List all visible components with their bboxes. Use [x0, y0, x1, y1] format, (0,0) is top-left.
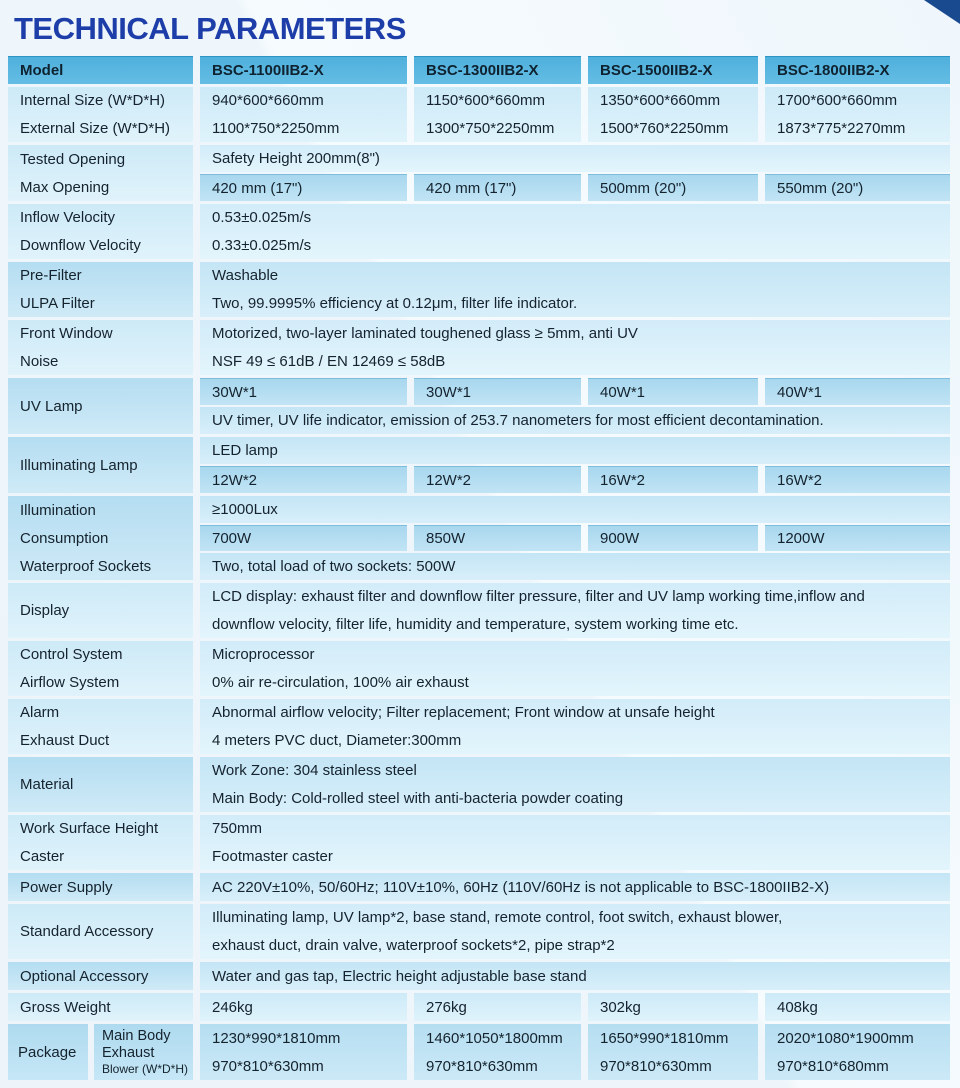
value-cell: [588, 993, 758, 1021]
row-label: Standard Accessory: [20, 923, 154, 940]
value-text: 940*600*660mm: [212, 92, 324, 110]
header-model-text: BSC-1100IIB2-X: [212, 62, 324, 79]
row-label-cell: [8, 993, 193, 1021]
value-text: ≥1000Lux: [212, 500, 278, 518]
value-text: 420 mm (17"): [426, 179, 517, 197]
value-cell: [200, 87, 407, 142]
row-label-cell: [8, 204, 193, 259]
value-text: downflow velocity, filter life, humidity and temperature, system working time etc.: [212, 615, 739, 633]
value-text: 1873*775*2270mm: [777, 119, 906, 137]
value-text: Washable: [212, 267, 279, 285]
group-values: [200, 378, 950, 434]
row-label-cell: [8, 641, 193, 696]
table-group: [8, 962, 950, 990]
value-text: 970*810*630mm: [600, 1057, 712, 1075]
value-row-span: [200, 815, 950, 870]
value-cells-row: [200, 378, 950, 405]
header-model-text: BSC-1500IIB2-X: [600, 62, 713, 79]
value-text: Footmaster caster: [212, 847, 333, 865]
value-text: 12W*2: [212, 471, 258, 489]
value-cell: [200, 466, 407, 493]
group-values: [200, 496, 950, 580]
row-label: UV Lamp: [20, 397, 83, 415]
row-label: Pre-Filter: [20, 267, 82, 285]
value-text: Illuminating lamp, UV lamp*2, base stand, remote control, foot switch, exhaust blower,: [212, 909, 783, 927]
value-text: 40W*1: [777, 383, 823, 401]
row-label-cell: [8, 320, 193, 375]
row-label: Waterproof Sockets: [20, 557, 152, 575]
value-cell: [414, 466, 581, 493]
value-text: Microprocessor: [212, 646, 315, 664]
table-group: [8, 699, 950, 754]
row-label-cell: [8, 962, 193, 990]
value-cell: [588, 466, 758, 493]
value-cell: [200, 525, 407, 552]
value-text: LCD display: exhaust filter and downflow filter pressure, filter and UV lamp working time,inflow and: [212, 588, 865, 606]
value-cells-row: [200, 993, 950, 1021]
value-cell: [414, 378, 581, 405]
value-text: 1230*990*1810mm: [212, 1029, 341, 1047]
value-text: 30W*1: [426, 383, 472, 401]
row-label: Downflow Velocity: [20, 236, 141, 254]
value-text: 970*810*630mm: [212, 1057, 324, 1075]
value-text: 1700*600*660mm: [777, 92, 898, 110]
value-cell: [200, 1024, 407, 1080]
group-values: [200, 204, 950, 259]
value-text: Water and gas tap, Electric height adjustable base stand: [212, 967, 587, 985]
value-text: 30W*1: [212, 383, 258, 401]
row-label-cell: [8, 583, 193, 638]
row-label: Package: [18, 1043, 77, 1061]
row-label-cell: [8, 873, 193, 901]
value-cells-row: [200, 525, 950, 552]
group-values: [200, 583, 950, 638]
value-row-span: [200, 583, 950, 638]
value-cell: [414, 525, 581, 552]
value-text: Work Zone: 304 stainless steel: [212, 762, 417, 780]
row-label-cell: [8, 757, 193, 812]
value-text: 1200W: [777, 530, 825, 547]
value-row-span: [200, 262, 950, 317]
row-label: Control System: [20, 646, 123, 664]
value-row-span: [200, 904, 950, 959]
value-text: 1350*600*660mm: [600, 92, 721, 110]
table-group: [8, 815, 950, 870]
value-text: 2020*1080*1900mm: [777, 1029, 914, 1047]
value-text: 1150*600*660mm: [426, 92, 545, 110]
value-cell: [765, 378, 950, 405]
value-text: Abnormal airflow velocity; Filter replacement; Front window at unsafe height: [212, 704, 715, 722]
value-row-span: [200, 962, 950, 990]
value-row-span: [200, 437, 950, 464]
value-cells-row: [200, 1024, 950, 1080]
row-label: Work Surface Height: [20, 820, 159, 838]
value-text: 16W*2: [777, 471, 823, 489]
value-cell: [200, 993, 407, 1021]
value-text: 0.33±0.025m/s: [212, 236, 312, 254]
value-text: UV timer, UV life indicator, emission of 253.7 nanometers for most efficient decontamination.: [212, 412, 824, 429]
row-label: Internal Size (W*D*H): [20, 92, 166, 110]
row-label: Illuminating Lamp: [20, 456, 138, 474]
value-cell: [588, 174, 758, 201]
value-cells-row: [200, 87, 950, 142]
value-text: AC 220V±10%, 50/60Hz; 110V±10%, 60Hz (110V/60Hz is not applicable to BSC-1800IIB2-X): [212, 878, 830, 896]
technical-parameters-table: [8, 56, 950, 1080]
value-text: 302kg: [600, 998, 641, 1016]
row-label: Gross Weight: [20, 998, 111, 1016]
table-group: [8, 757, 950, 812]
row-label-cell: [8, 699, 193, 754]
group-values: [200, 962, 950, 990]
row-label-cell: [8, 145, 193, 201]
table-group: [8, 378, 950, 434]
value-row-span: [200, 873, 950, 901]
value-row-span: [200, 320, 950, 375]
row-label: Optional Accessory: [20, 967, 149, 985]
row-label: Alarm: [20, 704, 60, 722]
group-values: [200, 815, 950, 870]
value-cell: [588, 525, 758, 552]
row-label-cell: [8, 815, 193, 870]
row-label-cell: [8, 262, 193, 317]
table-group: [8, 873, 950, 901]
value-text: 970*810*630mm: [426, 1057, 538, 1075]
value-text: 900W: [600, 530, 640, 547]
value-cell: [765, 1024, 950, 1080]
table-group: [8, 641, 950, 696]
header-model-cells: [200, 56, 950, 84]
value-text: 4 meters PVC duct, Diameter:300mm: [212, 731, 462, 749]
page-title: TECHNICAL PARAMETERS: [14, 11, 406, 46]
value-text: Safety Height 200mm(8"): [212, 150, 380, 167]
value-text: 550mm (20"): [777, 179, 864, 197]
value-row-span: [200, 204, 950, 259]
value-cell: [765, 174, 950, 201]
group-values: [200, 757, 950, 812]
value-text: 850W: [426, 530, 466, 547]
table-group: [8, 262, 950, 317]
header-model-text: BSC-1800IIB2-X: [777, 62, 890, 79]
value-row-span: [200, 145, 950, 172]
group-values: [200, 320, 950, 375]
package-label-cell: [8, 1024, 193, 1080]
value-text: 700W: [212, 530, 252, 547]
value-cell: [414, 174, 581, 201]
row-label: External Size (W*D*H): [20, 119, 171, 137]
row-label-cell: [8, 904, 193, 959]
value-text: 0% air re-circulation, 100% air exhaust: [212, 673, 469, 691]
value-cell: [765, 993, 950, 1021]
row-label-cell: [8, 378, 193, 434]
value-cell: [200, 174, 407, 201]
value-text: 750mm: [212, 820, 263, 838]
value-text: 276kg: [426, 998, 467, 1016]
table-group: [8, 904, 950, 959]
package-sublabel-line: Exhaust: [102, 1045, 155, 1061]
package-sublabel-line: Blower (W*D*H): [102, 1062, 189, 1076]
row-label: Exhaust Duct: [20, 731, 110, 749]
value-cell: [414, 87, 581, 142]
value-text: 0.53±0.025m/s: [212, 209, 312, 227]
value-text: Two, 99.9995% efficiency at 0.12μm, filter life indicator.: [212, 294, 578, 312]
value-cell: [765, 87, 950, 142]
value-text: 1100*750*2250mm: [212, 119, 340, 137]
row-label: Front Window: [20, 325, 113, 343]
group-values: [200, 699, 950, 754]
row-label-cell: [8, 1024, 88, 1080]
header-model-cell: [200, 56, 407, 84]
table-group: [8, 145, 950, 201]
table-header-row: [8, 56, 950, 84]
row-label: Max Opening: [20, 178, 110, 196]
value-cell: [414, 993, 581, 1021]
row-label: Caster: [20, 847, 65, 865]
group-values: [200, 993, 950, 1021]
value-text: 1460*1050*1800mm: [426, 1029, 563, 1047]
group-values: [200, 262, 950, 317]
row-label: ULPA Filter: [20, 294, 95, 312]
row-label-cell: [8, 496, 193, 580]
table-group: [8, 993, 950, 1021]
value-text: 40W*1: [600, 383, 646, 401]
value-text: NSF 49 ≤ 61dB / EN 12469 ≤ 58dB: [212, 352, 446, 370]
value-text: 1300*750*2250mm: [426, 119, 555, 137]
value-cell: [588, 87, 758, 142]
header-model-cell: [588, 56, 758, 84]
row-label-cell: [8, 87, 193, 142]
value-text: 408kg: [777, 998, 818, 1016]
row-label: Noise: [20, 352, 59, 370]
table-group: [8, 204, 950, 259]
table-group: [8, 87, 950, 142]
value-text: LED lamp: [212, 442, 278, 459]
table-group: [8, 320, 950, 375]
row-label: Airflow System: [20, 673, 120, 691]
value-cell: [588, 378, 758, 405]
value-text: 16W*2: [600, 471, 646, 489]
group-values: [200, 1024, 950, 1080]
table-group: [8, 583, 950, 638]
value-cell: [414, 1024, 581, 1080]
row-label: Power Supply: [20, 878, 113, 896]
value-text: 970*810*680mm: [777, 1057, 889, 1075]
value-row-span: [200, 757, 950, 812]
value-text: 420 mm (17"): [212, 179, 303, 197]
row-label-cell: [8, 437, 193, 493]
header-model-text: BSC-1300IIB2-X: [426, 62, 539, 79]
table-group: [8, 437, 950, 493]
row-label: Display: [20, 602, 70, 619]
value-text: 1650*990*1810mm: [600, 1029, 729, 1047]
group-values: [200, 87, 950, 142]
group-values: [200, 873, 950, 901]
value-text: Motorized, two-layer laminated toughened glass ≥ 5mm, anti UV: [212, 325, 638, 343]
value-row-span: [200, 699, 950, 754]
value-cells-row: [200, 174, 950, 201]
value-text: Main Body: Cold-rolled steel with anti-bacteria powder coating: [212, 789, 624, 807]
value-text: 246kg: [212, 998, 253, 1016]
group-values: [200, 904, 950, 959]
value-cell: [588, 1024, 758, 1080]
package-sublabel-line: Main Body: [102, 1028, 171, 1044]
group-values: [200, 145, 950, 201]
row-label: Illumination: [20, 501, 96, 519]
value-text: exhaust duct, drain valve, waterproof sockets*2, pipe strap*2: [212, 936, 615, 954]
package-sublabel-cell: [94, 1024, 193, 1080]
value-cell: [200, 378, 407, 405]
value-row-span: [200, 641, 950, 696]
group-values: [200, 641, 950, 696]
group-values: [200, 437, 950, 493]
value-text: 1500*760*2250mm: [600, 119, 729, 137]
header-model-cell: [414, 56, 581, 84]
header-model-cell: [765, 56, 950, 84]
value-text: Two, total load of two sockets: 500W: [212, 558, 456, 576]
row-label: Inflow Velocity: [20, 209, 116, 227]
value-cell: [765, 525, 950, 552]
value-cell: [765, 466, 950, 493]
value-row-span: [200, 553, 950, 580]
header-values: [200, 56, 950, 84]
header-model-label: Model: [8, 56, 193, 84]
value-cells-row: [200, 466, 950, 493]
table-group: [8, 496, 950, 580]
value-text: 12W*2: [426, 471, 472, 489]
row-label: Tested Opening: [20, 150, 126, 168]
value-text: 500mm (20"): [600, 179, 687, 197]
value-row-span: [200, 407, 950, 434]
row-label: Material: [20, 776, 74, 793]
value-row-span: [200, 496, 950, 523]
table-group: [8, 1024, 950, 1080]
row-label: Consumption: [20, 529, 109, 547]
